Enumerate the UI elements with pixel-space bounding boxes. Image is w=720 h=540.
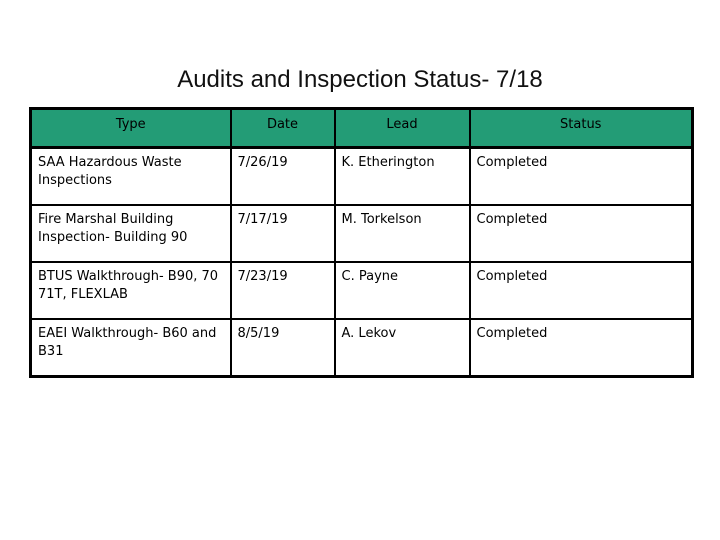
cell-date: 8/5/19	[231, 319, 335, 377]
cell-date: 7/17/19	[231, 205, 335, 262]
page-title: Audits and Inspection Status- 7/18	[177, 66, 543, 93]
cell-type: SAA Hazardous Waste Inspections	[31, 148, 231, 206]
header-type: Type	[31, 109, 231, 148]
table-row	[31, 319, 693, 377]
audit-status-table	[29, 107, 694, 378]
table-header-row	[31, 109, 693, 148]
table-row	[31, 262, 693, 319]
cell-date: 7/26/19	[231, 148, 335, 206]
cell-status: Completed	[470, 148, 693, 206]
cell-type: BTUS Walkthrough- B90, 70 71T, FLEXLAB	[31, 262, 231, 319]
cell-status: Completed	[470, 262, 693, 319]
header-date: Date	[231, 109, 335, 148]
cell-type: Fire Marshal Building Inspection- Building 90	[31, 205, 231, 262]
cell-lead: A. Lekov	[335, 319, 470, 377]
cell-lead: M. Torkelson	[335, 205, 470, 262]
header-lead: Lead	[335, 109, 470, 148]
cell-lead: C. Payne	[335, 262, 470, 319]
cell-date: 7/23/19	[231, 262, 335, 319]
cell-status: Completed	[470, 205, 693, 262]
cell-status: Completed	[470, 319, 693, 377]
cell-lead: K. Etherington	[335, 148, 470, 206]
table-row	[31, 148, 693, 206]
cell-type: EAEI Walkthrough- B60 and B31	[31, 319, 231, 377]
table-row	[31, 205, 693, 262]
header-status: Status	[470, 109, 693, 148]
